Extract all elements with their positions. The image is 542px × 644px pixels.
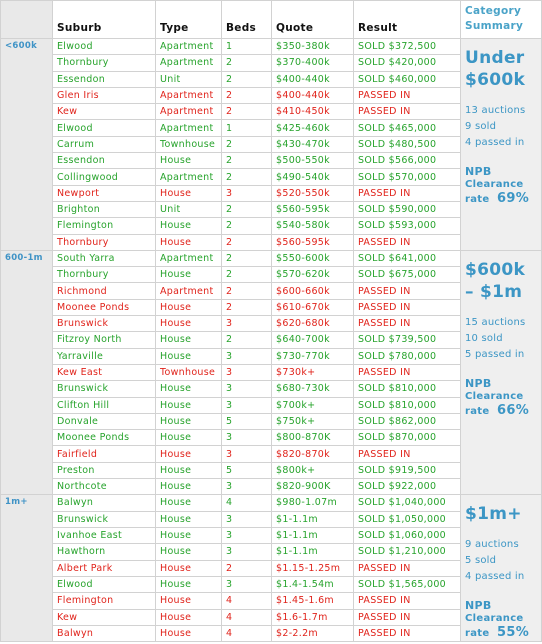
beds-cell: 2 bbox=[222, 234, 272, 250]
suburb-cell: Elwood bbox=[53, 39, 156, 55]
suburb-cell: South Yarra bbox=[53, 250, 156, 266]
table-row bbox=[1, 71, 542, 87]
table-row bbox=[1, 299, 542, 315]
table-row bbox=[1, 593, 542, 609]
quote-cell: $550-600k bbox=[272, 250, 354, 266]
beds-cell: 2 bbox=[222, 87, 272, 103]
quote-cell: $600-660k bbox=[272, 283, 354, 299]
result-cell: SOLD $372,500 bbox=[354, 39, 461, 55]
summary-stats bbox=[465, 103, 541, 151]
beds-cell: 3 bbox=[222, 527, 272, 543]
passed-in-count: 4 passed in bbox=[465, 137, 525, 148]
type-cell: Townhouse bbox=[156, 364, 222, 380]
type-cell: House bbox=[156, 609, 222, 625]
beds-cell: 2 bbox=[222, 169, 272, 185]
suburb-cell: Richmond bbox=[53, 283, 156, 299]
clearance-label: Clearance bbox=[465, 179, 524, 190]
suburb-cell: Essendon bbox=[53, 71, 156, 87]
category-label: <600k bbox=[1, 39, 53, 251]
quote-cell: $730-770k bbox=[272, 348, 354, 364]
clearance-rate bbox=[465, 191, 541, 207]
suburb-cell: Northcote bbox=[53, 479, 156, 495]
beds-cell: 2 bbox=[222, 299, 272, 315]
quote-cell: $1.6-1.7m bbox=[272, 609, 354, 625]
quote-cell: $560-595k bbox=[272, 234, 354, 250]
type-cell: Unit bbox=[156, 71, 222, 87]
passed-in-count: 4 passed in bbox=[465, 571, 525, 583]
result-cell: SOLD $570,000 bbox=[354, 169, 461, 185]
suburb-cell: Thornbury bbox=[53, 234, 156, 250]
result-cell: PASSED IN bbox=[354, 609, 461, 625]
result-cell: SOLD $420,000 bbox=[354, 55, 461, 71]
rate-value: 69% bbox=[497, 191, 530, 206]
result-cell: SOLD $739,500 bbox=[354, 332, 461, 348]
quote-cell: $980-1.07m bbox=[272, 495, 354, 511]
suburb-cell: Flemington bbox=[53, 218, 156, 234]
type-cell: Townhouse bbox=[156, 136, 222, 152]
suburb-cell: Flemington bbox=[53, 593, 156, 609]
beds-cell: 3 bbox=[222, 185, 272, 201]
quote-cell: $425-460k bbox=[272, 120, 354, 136]
category-summary bbox=[461, 250, 542, 494]
rate-value: 66% bbox=[497, 402, 530, 418]
table-row bbox=[1, 332, 542, 348]
npb-label: NPB bbox=[465, 599, 492, 613]
npb-label: NPB bbox=[465, 165, 492, 178]
table-row bbox=[1, 218, 542, 234]
quote-cell: $400-440k bbox=[272, 71, 354, 87]
sold-count: 10 sold bbox=[465, 332, 503, 344]
beds-cell: 3 bbox=[222, 348, 272, 364]
table-row bbox=[1, 413, 542, 429]
suburb-cell: Thornbury bbox=[53, 267, 156, 283]
suburb-cell: Balwyn bbox=[53, 495, 156, 511]
type-cell: House bbox=[156, 511, 222, 527]
table-row bbox=[1, 153, 542, 169]
table-row bbox=[1, 316, 542, 332]
result-cell: SOLD $566,000 bbox=[354, 153, 461, 169]
category-summary-header: Category Summary bbox=[461, 1, 542, 39]
table-row bbox=[1, 283, 542, 299]
result-cell: SOLD $862,000 bbox=[354, 413, 461, 429]
result-cell: PASSED IN bbox=[354, 104, 461, 120]
type-cell: House bbox=[156, 413, 222, 429]
summary-stats bbox=[465, 537, 541, 585]
suburb-cell: Fitzroy North bbox=[53, 332, 156, 348]
quote-cell: $400-440k bbox=[272, 87, 354, 103]
type-cell: House bbox=[156, 218, 222, 234]
table-row bbox=[1, 479, 542, 495]
rate-label: rate bbox=[465, 194, 490, 205]
result-cell: SOLD $675,000 bbox=[354, 267, 461, 283]
beds-cell: 1 bbox=[222, 120, 272, 136]
summary-title: $600k bbox=[465, 259, 526, 280]
suburb-cell: Kew East bbox=[53, 364, 156, 380]
table-row bbox=[1, 625, 542, 641]
beds-cell: 3 bbox=[222, 364, 272, 380]
quote-cell: $410-450k bbox=[272, 104, 354, 120]
suburb-column-header: Suburb bbox=[53, 1, 156, 39]
table-row bbox=[1, 234, 542, 250]
type-cell: House bbox=[156, 185, 222, 201]
result-cell: PASSED IN bbox=[354, 560, 461, 576]
quote-cell: $800k+ bbox=[272, 462, 354, 478]
npb-label: NPB bbox=[465, 376, 492, 390]
result-cell: PASSED IN bbox=[354, 625, 461, 641]
type-cell: House bbox=[156, 625, 222, 641]
table-row bbox=[1, 560, 542, 576]
suburb-cell: Preston bbox=[53, 462, 156, 478]
beds-cell: 2 bbox=[222, 104, 272, 120]
result-cell: PASSED IN bbox=[354, 87, 461, 103]
result-cell: SOLD $870,000 bbox=[354, 430, 461, 446]
table-row bbox=[1, 39, 542, 55]
suburb-cell: Clifton Hill bbox=[53, 397, 156, 413]
table-row bbox=[1, 495, 542, 511]
type-cell: House bbox=[156, 462, 222, 478]
suburb-cell: Donvale bbox=[53, 413, 156, 429]
table-row bbox=[1, 87, 542, 103]
beds-cell: 2 bbox=[222, 283, 272, 299]
rate-label: rate bbox=[465, 628, 490, 640]
quote-cell: $1-1.1m bbox=[272, 544, 354, 560]
auction-count: 13 auctions bbox=[465, 105, 526, 116]
result-cell: SOLD $1,040,000 bbox=[354, 495, 461, 511]
beds-cell: 3 bbox=[222, 511, 272, 527]
result-cell: PASSED IN bbox=[354, 446, 461, 462]
suburb-cell: Moonee Ponds bbox=[53, 299, 156, 315]
suburb-cell: Hawthorn bbox=[53, 544, 156, 560]
type-cell: House bbox=[156, 299, 222, 315]
quote-cell: $430-470k bbox=[272, 136, 354, 152]
suburb-cell: Brighton bbox=[53, 201, 156, 217]
type-cell: House bbox=[156, 479, 222, 495]
beds-cell: 3 bbox=[222, 316, 272, 332]
table-row bbox=[1, 267, 542, 283]
suburb-cell: Brunswick bbox=[53, 511, 156, 527]
table-row bbox=[1, 462, 542, 478]
summary-title: – $1m bbox=[465, 281, 523, 302]
quote-cell: $500-550k bbox=[272, 153, 354, 169]
beds-cell: 4 bbox=[222, 625, 272, 641]
suburb-cell: Collingwood bbox=[53, 169, 156, 185]
table-row bbox=[1, 527, 542, 543]
quote-cell: $370-400k bbox=[272, 55, 354, 71]
beds-cell: 3 bbox=[222, 479, 272, 495]
result-cell: SOLD $1,210,000 bbox=[354, 544, 461, 560]
quote-cell: $1.4-1.54m bbox=[272, 576, 354, 592]
suburb-cell: Thornbury bbox=[53, 55, 156, 71]
quote-cell: $540-580k bbox=[272, 218, 354, 234]
result-cell: PASSED IN bbox=[354, 364, 461, 380]
category-column-header bbox=[1, 1, 53, 39]
type-cell: House bbox=[156, 332, 222, 348]
type-cell: House bbox=[156, 381, 222, 397]
category-summary bbox=[461, 495, 542, 642]
summary-title: $600k bbox=[465, 70, 526, 90]
suburb-cell: Albert Park bbox=[53, 560, 156, 576]
table-row bbox=[1, 55, 542, 71]
suburb-cell: Balwyn bbox=[53, 625, 156, 641]
quote-cell: $730k+ bbox=[272, 364, 354, 380]
type-cell: Apartment bbox=[156, 120, 222, 136]
type-cell: House bbox=[156, 560, 222, 576]
rate-value: 55% bbox=[497, 625, 530, 641]
suburb-cell: Elwood bbox=[53, 576, 156, 592]
table-row bbox=[1, 185, 542, 201]
beds-cell: 3 bbox=[222, 381, 272, 397]
beds-cell: 4 bbox=[222, 609, 272, 625]
type-cell: House bbox=[156, 153, 222, 169]
quote-cell: $1.15-1.25m bbox=[272, 560, 354, 576]
result-cell: PASSED IN bbox=[354, 316, 461, 332]
type-cell: House bbox=[156, 267, 222, 283]
beds-cell: 3 bbox=[222, 446, 272, 462]
table-row bbox=[1, 544, 542, 560]
type-cell: House bbox=[156, 495, 222, 511]
quote-cell: $640-700k bbox=[272, 332, 354, 348]
beds-cell: 3 bbox=[222, 397, 272, 413]
type-cell: Apartment bbox=[156, 104, 222, 120]
beds-cell: 2 bbox=[222, 560, 272, 576]
table-row bbox=[1, 446, 542, 462]
quote-cell: $800-870K bbox=[272, 430, 354, 446]
result-cell: SOLD $780,000 bbox=[354, 348, 461, 364]
table-row bbox=[1, 250, 542, 266]
beds-cell: 5 bbox=[222, 413, 272, 429]
result-cell: PASSED IN bbox=[354, 283, 461, 299]
quote-cell: $620-680k bbox=[272, 316, 354, 332]
result-cell: SOLD $1,050,000 bbox=[354, 511, 461, 527]
quote-cell: $750k+ bbox=[272, 413, 354, 429]
category-summary bbox=[461, 39, 542, 251]
clearance-label: Clearance bbox=[465, 390, 524, 402]
result-cell: PASSED IN bbox=[354, 593, 461, 609]
auction-count: 15 auctions bbox=[465, 316, 526, 328]
type-cell: Apartment bbox=[156, 39, 222, 55]
suburb-cell: Brunswick bbox=[53, 381, 156, 397]
quote-cell: $560-595k bbox=[272, 201, 354, 217]
type-cell: House bbox=[156, 234, 222, 250]
quote-cell: $680-730k bbox=[272, 381, 354, 397]
beds-cell: 3 bbox=[222, 544, 272, 560]
result-cell: SOLD $922,000 bbox=[354, 479, 461, 495]
rate-label: rate bbox=[465, 405, 490, 417]
suburb-cell: Glen Iris bbox=[53, 87, 156, 103]
suburb-cell: Essendon bbox=[53, 153, 156, 169]
passed-in-count: 5 passed in bbox=[465, 348, 525, 360]
summary-title: $1m+ bbox=[465, 504, 522, 525]
table-row bbox=[1, 381, 542, 397]
table-row bbox=[1, 511, 542, 527]
beds-cell: 2 bbox=[222, 218, 272, 234]
type-cell: Apartment bbox=[156, 169, 222, 185]
table-row bbox=[1, 201, 542, 217]
type-cell: House bbox=[156, 430, 222, 446]
suburb-cell: Fairfield bbox=[53, 446, 156, 462]
type-cell: Apartment bbox=[156, 283, 222, 299]
result-cell: SOLD $465,000 bbox=[354, 120, 461, 136]
beds-cell: 1 bbox=[222, 39, 272, 55]
table-row bbox=[1, 348, 542, 364]
quote-cell: $610-670k bbox=[272, 299, 354, 315]
type-cell: Apartment bbox=[156, 87, 222, 103]
clearance-label: Clearance bbox=[465, 613, 524, 625]
table-row bbox=[1, 104, 542, 120]
result-cell: SOLD $1,060,000 bbox=[354, 527, 461, 543]
quote-cell: $1.45-1.6m bbox=[272, 593, 354, 609]
summary-title: Under bbox=[465, 48, 525, 68]
result-cell: PASSED IN bbox=[354, 234, 461, 250]
quote-cell: $520-550k bbox=[272, 185, 354, 201]
result-cell: SOLD $480,500 bbox=[354, 136, 461, 152]
result-cell: SOLD $919,500 bbox=[354, 462, 461, 478]
table-row bbox=[1, 120, 542, 136]
type-cell: House bbox=[156, 446, 222, 462]
result-cell: PASSED IN bbox=[354, 185, 461, 201]
beds-cell: 2 bbox=[222, 201, 272, 217]
result-cell: SOLD $1,565,000 bbox=[354, 576, 461, 592]
result-cell: PASSED IN bbox=[354, 299, 461, 315]
category-label: 600-1m bbox=[1, 250, 53, 494]
clearance-rate bbox=[465, 625, 541, 641]
result-cell: SOLD $593,000 bbox=[354, 218, 461, 234]
beds-cell: 5 bbox=[222, 462, 272, 478]
result-cell: SOLD $641,000 bbox=[354, 250, 461, 266]
beds-cell: 4 bbox=[222, 495, 272, 511]
type-column-header: Type bbox=[156, 1, 222, 39]
suburb-cell: Kew bbox=[53, 104, 156, 120]
suburb-cell: Kew bbox=[53, 609, 156, 625]
result-cell: SOLD $810,000 bbox=[354, 397, 461, 413]
table-row bbox=[1, 430, 542, 446]
header-row bbox=[1, 1, 542, 39]
type-cell: Apartment bbox=[156, 55, 222, 71]
quote-cell: $570-620k bbox=[272, 267, 354, 283]
table-row bbox=[1, 576, 542, 592]
table-body bbox=[1, 39, 542, 642]
type-cell: Unit bbox=[156, 201, 222, 217]
type-cell: House bbox=[156, 593, 222, 609]
beds-cell: 2 bbox=[222, 136, 272, 152]
suburb-cell: Elwood bbox=[53, 120, 156, 136]
summary-stats bbox=[465, 315, 541, 363]
type-cell: House bbox=[156, 544, 222, 560]
result-cell: SOLD $590,000 bbox=[354, 201, 461, 217]
beds-cell: 2 bbox=[222, 332, 272, 348]
suburb-cell: Moonee Ponds bbox=[53, 430, 156, 446]
quote-cell: $2-2.2m bbox=[272, 625, 354, 641]
beds-cell: 4 bbox=[222, 593, 272, 609]
table-row bbox=[1, 397, 542, 413]
type-cell: House bbox=[156, 348, 222, 364]
beds-cell: 2 bbox=[222, 153, 272, 169]
suburb-cell: Carrum bbox=[53, 136, 156, 152]
quote-cell: $350-380k bbox=[272, 39, 354, 55]
quote-column-header: Quote bbox=[272, 1, 354, 39]
sold-count: 5 sold bbox=[465, 555, 497, 567]
suburb-cell: Brunswick bbox=[53, 316, 156, 332]
quote-cell: $490-540k bbox=[272, 169, 354, 185]
table-row bbox=[1, 609, 542, 625]
type-cell: House bbox=[156, 316, 222, 332]
table-row bbox=[1, 169, 542, 185]
quote-cell: $820-900K bbox=[272, 479, 354, 495]
category-label: 1m+ bbox=[1, 495, 53, 642]
table-row bbox=[1, 136, 542, 152]
beds-column-header: Beds bbox=[222, 1, 272, 39]
type-cell: House bbox=[156, 576, 222, 592]
suburb-cell: Yarraville bbox=[53, 348, 156, 364]
quote-cell: $1-1.1m bbox=[272, 511, 354, 527]
type-cell: House bbox=[156, 527, 222, 543]
beds-cell: 2 bbox=[222, 267, 272, 283]
quote-cell: $1-1.1m bbox=[272, 527, 354, 543]
beds-cell: 2 bbox=[222, 71, 272, 87]
beds-cell: 3 bbox=[222, 430, 272, 446]
quote-cell: $700k+ bbox=[272, 397, 354, 413]
auction-count: 9 auctions bbox=[465, 539, 519, 551]
type-cell: Apartment bbox=[156, 250, 222, 266]
suburb-cell: Newport bbox=[53, 185, 156, 201]
table-row bbox=[1, 364, 542, 380]
clearance-rate bbox=[465, 403, 541, 419]
type-cell: House bbox=[156, 397, 222, 413]
quote-cell: $820-870k bbox=[272, 446, 354, 462]
beds-cell: 2 bbox=[222, 55, 272, 71]
result-column-header: Result bbox=[354, 1, 461, 39]
beds-cell: 2 bbox=[222, 250, 272, 266]
result-cell: SOLD $460,000 bbox=[354, 71, 461, 87]
sold-count: 9 sold bbox=[465, 121, 497, 132]
suburb-cell: Ivanhoe East bbox=[53, 527, 156, 543]
beds-cell: 3 bbox=[222, 576, 272, 592]
result-cell: SOLD $810,000 bbox=[354, 381, 461, 397]
